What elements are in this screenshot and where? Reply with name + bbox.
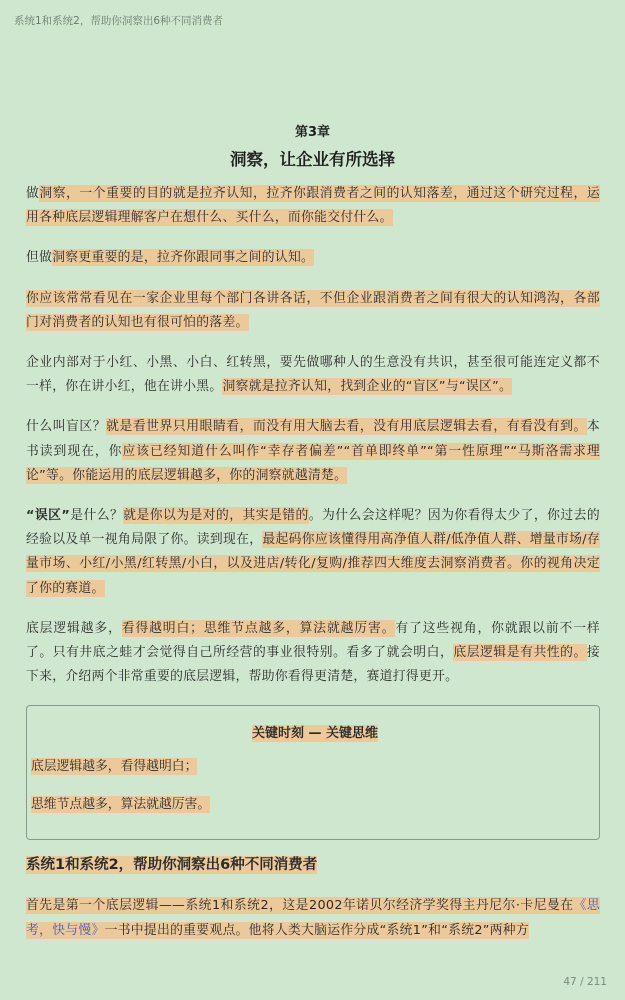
highlight[interactable]: 最起码你应该懂得用高净值人群/低净值人群、增量市场/存量市场、小红/小黑/红转黑/小白，以及进店/转化/复购/推荐四大维度去洞察消费者。你的视角决定了你的赛道。 bbox=[26, 532, 600, 596]
text: “误区” bbox=[26, 508, 71, 524]
key-insight-title bbox=[31, 722, 599, 741]
highlight[interactable]: 底层逻辑越多，看得越明白； bbox=[31, 759, 198, 775]
key-insight-box bbox=[26, 705, 600, 840]
reading-content bbox=[26, 182, 600, 959]
chapter-title: 洞察，让企业有所选择 bbox=[230, 150, 395, 169]
running-header: 系统1和系统2，帮助你洞察出6种不同消费者 bbox=[14, 15, 224, 27]
text: 底层逻辑越多， bbox=[26, 620, 122, 636]
text: 本书读到现在，你 bbox=[26, 419, 600, 459]
paragraph-4 bbox=[26, 351, 600, 399]
paragraph-7 bbox=[26, 617, 600, 690]
text: 有了这些视角，你就跟以前不一样了。只有井底之蛙才会觉得自己所经营的事业很特别。看多了就会明白， bbox=[26, 620, 600, 661]
highlight[interactable]: 一书中提出的重要观点。他将人类大脑运作分成“系统1”和“系统2”两种方 bbox=[104, 922, 530, 938]
highlight[interactable]: 系统1和系统2，帮助你洞察出6种不同消费者 bbox=[26, 857, 318, 874]
highlight[interactable]: 首先是第一个底层逻辑——系统1和系统2，这是2002年诺贝尔经济学奖得主丹尼尔·卡尼曼在 bbox=[26, 898, 574, 914]
highlight[interactable]: 洞察更重要的是，拉齐你跟同事之间的认知。 bbox=[52, 250, 315, 266]
highlight[interactable]: 洞察，一个重要的目的就是拉齐认知，拉齐你跟消费者之间的认知落差，通过这个研究过程，运用各种底层逻辑理解客户在想什么、买什么，而你能交付什么。 bbox=[26, 186, 600, 226]
paragraph-8 bbox=[26, 894, 600, 942]
chapter-number: 第3章 bbox=[294, 125, 331, 140]
key-insight-item bbox=[31, 755, 599, 779]
text: 但做 bbox=[26, 250, 53, 266]
text: 企业内部对于小红、小黑、小白、红转黑，要先做哪种人的生意没有共识，甚至很可能连定义都不一样，你在讲小红，他在讲小黑。 bbox=[26, 355, 600, 395]
page-number: 47 / 211 bbox=[563, 976, 607, 988]
highlight[interactable]: 洞察就是拉齐认知，找到企业的“盲区”与“误区”。 bbox=[222, 379, 513, 395]
highlight[interactable]: 应该已经知道什么叫作“幸存者偏差”“首单即终单”“第一性原理”“马斯洛需求理论”等。你能运用的底层逻辑越多，你的洞察就越清楚。 bbox=[26, 443, 600, 483]
book-link[interactable]: 《思考，快与慢》 bbox=[26, 898, 600, 938]
highlight[interactable]: 关键时刻 — 关键思维 bbox=[251, 726, 379, 742]
text: 是什么？ bbox=[70, 508, 124, 524]
highlight[interactable]: 你应该常常看见在一家企业里每个部门各讲各话，不但企业跟消费者之间有很大的认知鸿沟，各部门对消费者的认知也有很可怕的落差。 bbox=[26, 290, 600, 330]
highlight[interactable]: 就是看世界只用眼睛看，而没有用大脑去看，没有用底层逻辑去看，有看没有到。 bbox=[106, 419, 587, 435]
paragraph-3 bbox=[26, 287, 600, 335]
section-heading bbox=[26, 854, 600, 876]
paragraph-5 bbox=[26, 415, 600, 488]
highlight[interactable]: 看得越明白；思维节点越多，算法就越厉害。 bbox=[121, 620, 396, 636]
paragraph-1 bbox=[26, 182, 600, 230]
text: 。为什么会这样呢？因为你看得太少了，你过去的经验以及单一视角局限了你。读到现在， bbox=[26, 508, 601, 548]
key-insight-item bbox=[31, 793, 599, 817]
paragraph-6 bbox=[26, 504, 600, 601]
highlight[interactable]: 思维节点越多，算法就越厉害。 bbox=[31, 797, 211, 813]
text: 什么叫盲区？ bbox=[26, 419, 107, 435]
chapter-heading bbox=[0, 121, 625, 170]
text: 做 bbox=[26, 186, 40, 201]
highlight[interactable]: 底层逻辑是有共性的。 bbox=[453, 645, 587, 661]
text: 接下来，介绍两个非常重要的底层逻辑，帮助你看得更清楚，赛道打得更开。 bbox=[26, 645, 600, 685]
paragraph-2 bbox=[26, 246, 600, 270]
highlight[interactable]: 就是你以为是对的，其实是错的 bbox=[123, 508, 309, 524]
